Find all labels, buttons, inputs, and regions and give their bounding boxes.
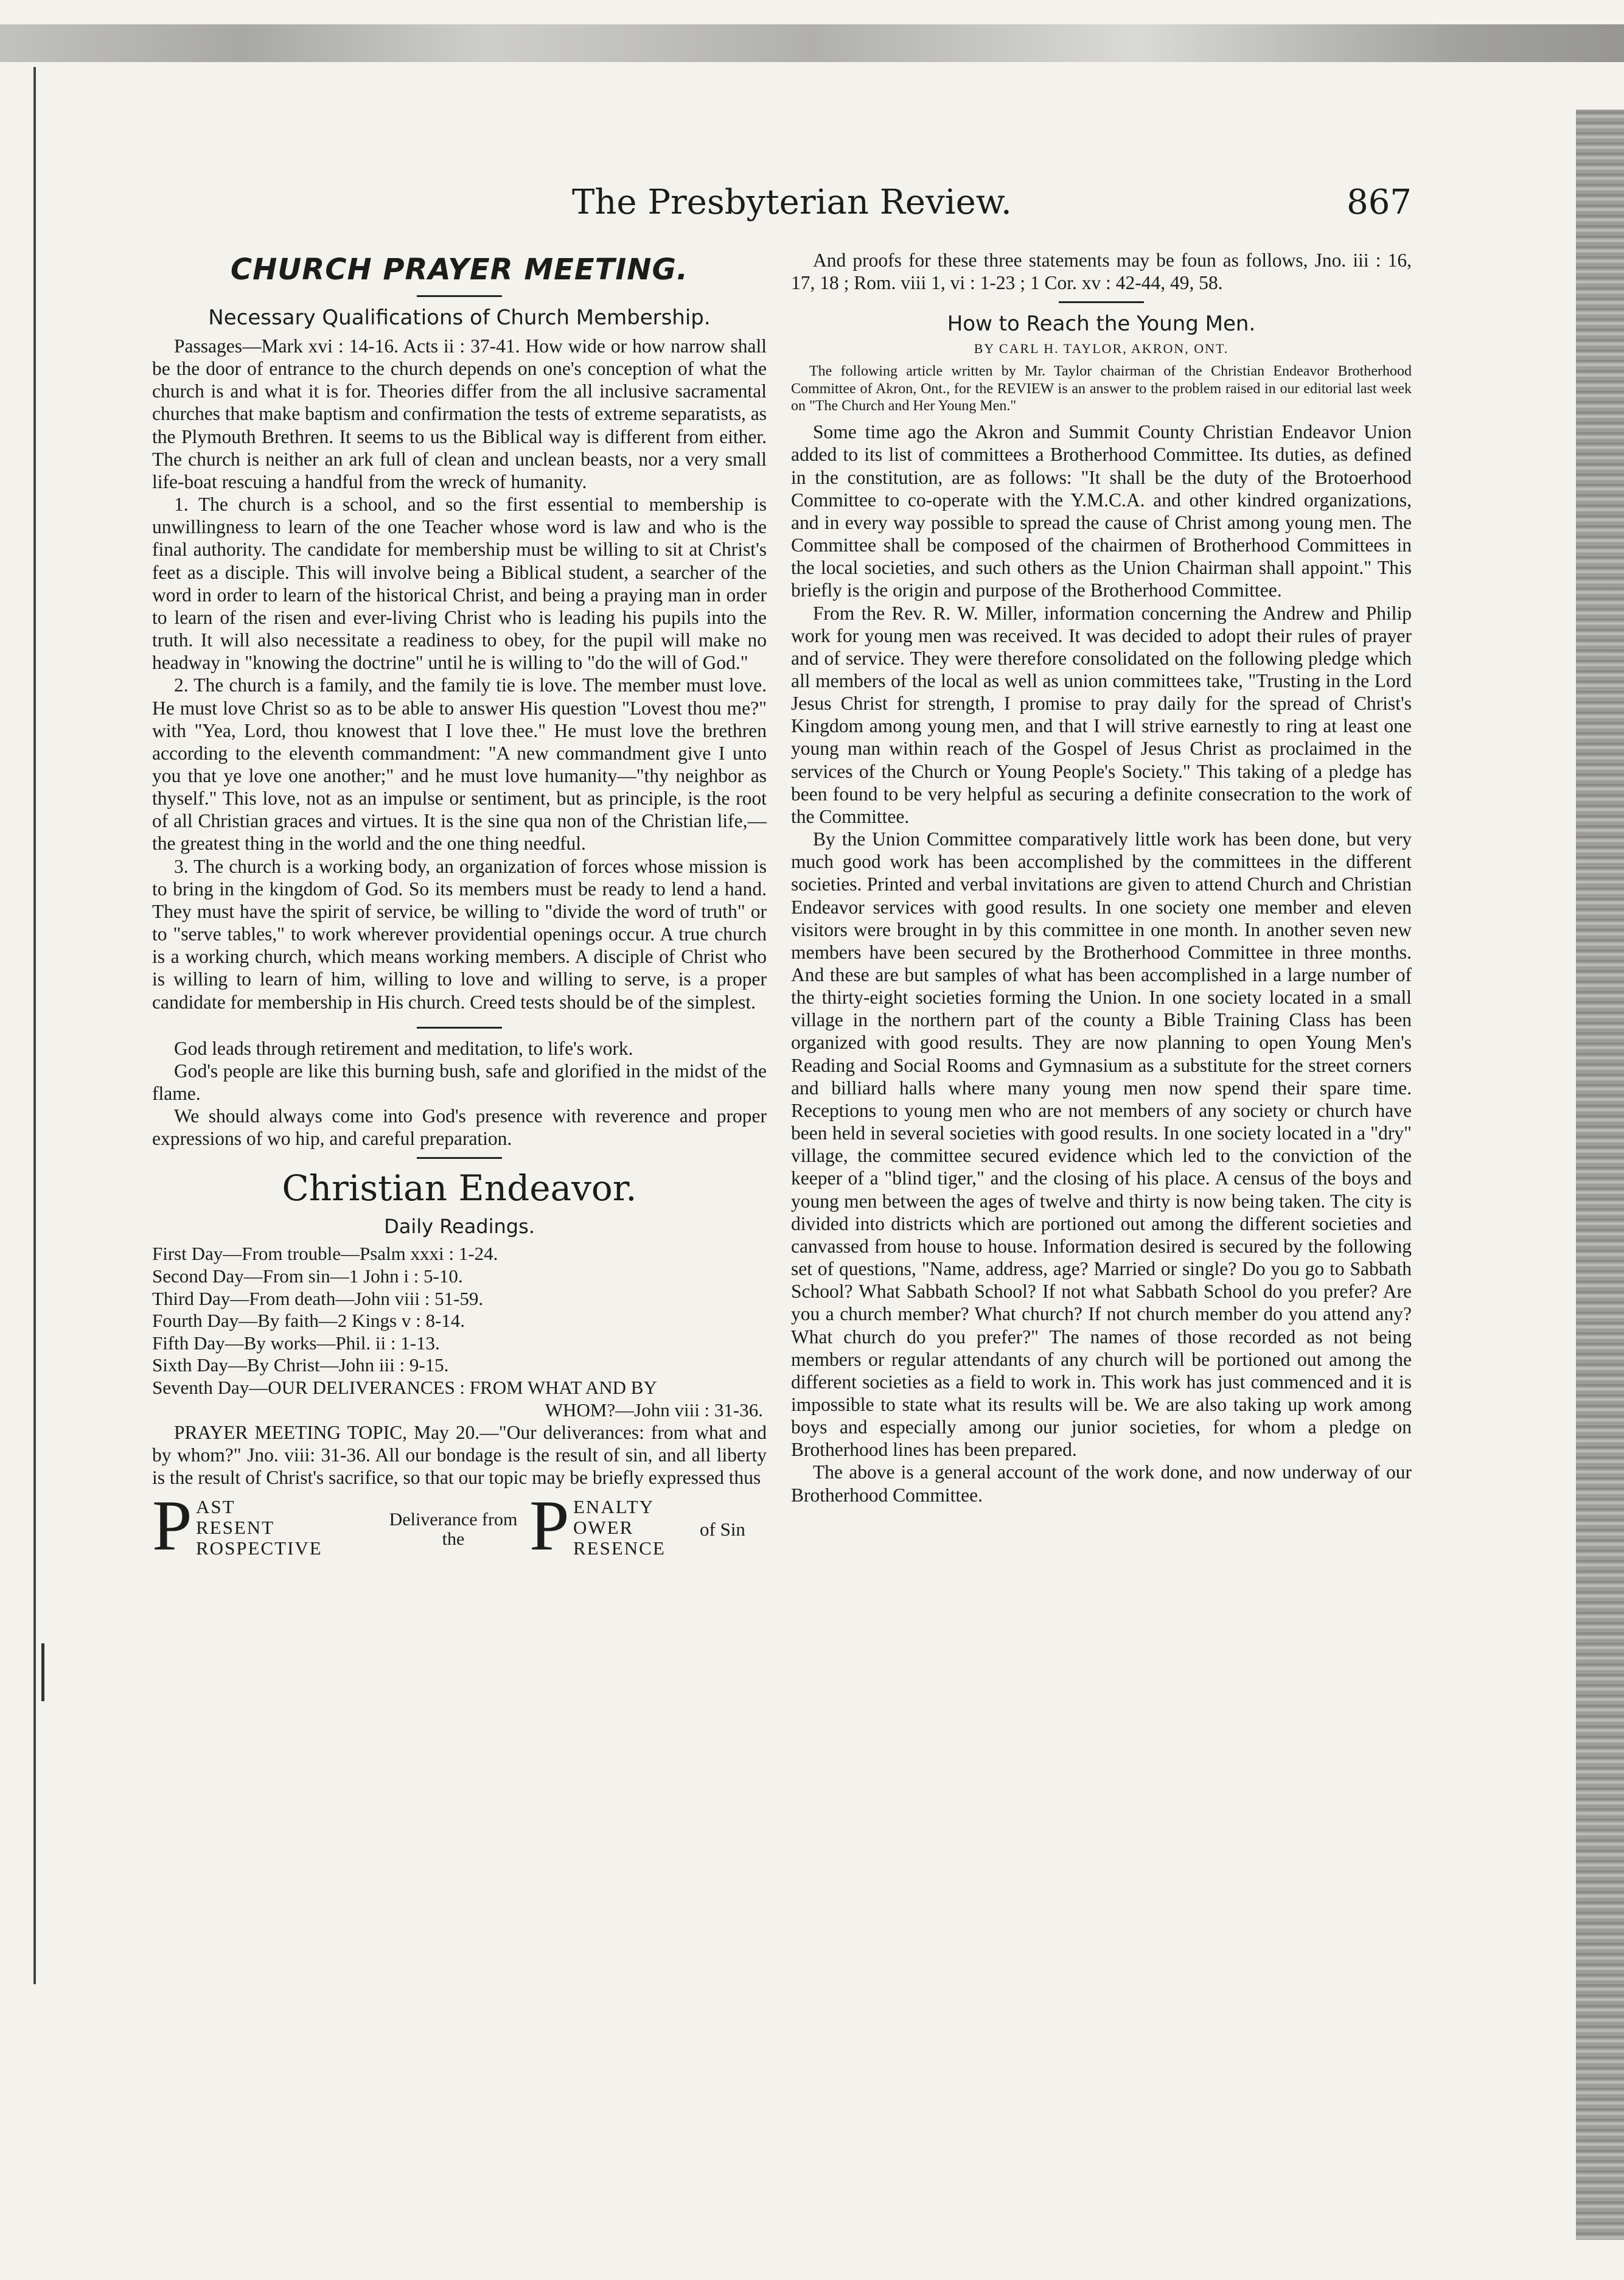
thought: We should always come into God's presence with reverence and proper expressions of wo hip, and careful preparation. xyxy=(152,1105,767,1150)
page-header xyxy=(572,183,1412,225)
acrostic-word: RESENCE xyxy=(573,1537,666,1559)
divider xyxy=(1059,301,1144,303)
acrostic-left-lines xyxy=(196,1497,322,1559)
acrostic-big-letter: P xyxy=(152,1485,192,1565)
acrostic-end: of Sin xyxy=(700,1518,745,1540)
daily-readings-title: Daily Readings. xyxy=(384,1215,535,1239)
thought: God leads through retirement and meditation, to life's work. xyxy=(174,1037,633,1059)
left-column xyxy=(152,240,767,1563)
divider xyxy=(417,1157,502,1159)
page-number: 867 xyxy=(1347,183,1412,222)
scan-top-edge xyxy=(0,24,1624,62)
acrostic-word: ENALTY xyxy=(573,1495,655,1517)
reading-line: Second Day—From sin—1 John i : 5-10. xyxy=(152,1265,463,1287)
scan-left-rule xyxy=(33,67,36,1984)
divider xyxy=(417,1027,502,1029)
article-subhead: How to Reach the Young Men. xyxy=(947,312,1256,337)
paragraph: From the Rev. R. W. Miller, information concerning the Andrew and Philip work for young men was received. It was decided to adopt their rules of prayer and of service. They were therefore consolidated on the following pledge which all members of the local as well as union committees take, "Trusting in the Lord Jesus Christ for strength, I promise to pray daily for the spread of Christ's Kingdom among young men, and that I will strive earnestly to ring at least one young man within reach of the Gospel of Jesus Christ as proclaimed in the services of the Church or Young People's Society." This taking of a pledge has been found to be very helpful as securing a definite consecration to the work of the Committee. xyxy=(791,602,1412,827)
paragraph: Passages—Mark xvi : 14-16. Acts ii : 37-41. How wide or how narrow shall be the door of entrance to the church depends on one's conception of what the church is and what it is for. Theories differ from the all inclusive sacramental churches that make baptism and confirmation the tests of extreme separatists, as the Plymouth Brethren. It seems to us the Biblical way is different from either. The church is neither an ark full of clean and unclean beasts, nor a very small life-boat rescuing a handful from the wreck of humanity. xyxy=(152,335,767,492)
paragraph: 2. The church is a family, and the family tie is love. The member must love. He must love Christ so as to be able to answer His question "Lovest thou me?" with "Yea, Lord, thou knowest that I love thee." He must love the brethren according to the eleventh commandment: "A new commandment give I unto you that ye love one another;" and he must love humanity—"thy neighbor as thyself." This love, not as an impulse or sentiment, but as principle, is the root of all Christian graces and virtues. It is the sine qua non of the Christian life,—the greatest thing in the world and the one thing needful. xyxy=(152,674,767,855)
reading-line: Seventh Day—OUR DELIVERANCES : FROM WHAT AND BY xyxy=(152,1376,657,1398)
journal-title: The Presbyterian Review. xyxy=(572,183,1012,222)
reading-line: Third Day—From death—John viii : 51-59. xyxy=(152,1287,484,1309)
christian-endeavor-title: Christian Endeavor. xyxy=(282,1167,637,1209)
paragraph: The above is a general account of the work done, and now underway of our Brotherhood Committee. xyxy=(791,1461,1412,1506)
reading-line: Fourth Day—By faith—2 Kings v : 8-14. xyxy=(152,1310,465,1332)
reading-line: First Day—From trouble—Psalm xxxi : 1-24. xyxy=(152,1243,498,1265)
paragraph: 3. The church is a working body, an organization of forces whose mission is to bring in the kingdom of God. So its members must be ready to lend a hand. They must have the spirit of service, be willing to "divide the word of truth" or to "serve tables," to work wherever providential openings occur. A true church is a working church, which means working members. A disciple of Christ who is willing to learn of him, willing to love and willing to serve, is a proper candidate for membership in His church. Creed tests should be of the simplest. xyxy=(152,855,767,1013)
byline: BY CARL H. TAYLOR, AKRON, ONT. xyxy=(974,341,1229,357)
section-title: CHURCH PRAYER MEETING. xyxy=(230,253,689,287)
thought: God's people are like this burning bush, safe and glorified in the midst of the flame. xyxy=(152,1060,767,1104)
acrostic-big-letter: P xyxy=(529,1485,570,1565)
paragraph: By the Union Committee comparatively little work has been done, but very much good work has been accomplished by the committees in the different societies. Printed and verbal invitations are given to attend Church and Christian Endeavor services with good results. In one society one member and eleven visitors were brought in by this committee in one month. In another seven new members have been secured by the Brotherhood Committee in three months. And these are but samples of what has been accomplished in a large number of the thirty-eight societies forming the Union. In one society located in a small village in the northern part of the county a Bible Training Class has been organized with good results. They are now planning to open Young Men's Reading and Social Rooms and Gymnasium as a substitute for the street corners and billiard halls where many young men now spend their spare time. Receptions to young men who are not members of any society or church have been held in several societies with good results. In one society located in a "dry" village, the committee secured evidence which led to the conviction of the keeper of a "blind tiger," and the closing of his place. A census of the boys and young men between the ages of twelve and thirty is now being taken. The city is divided into districts which are portioned out among the different societies and canvassed from house to house. Information desired is secured by the following set of questions, "Name, address, age? Married or single? Do you go to Sabbath School? What Sabbath School? If not what Sabbath School do you prefer? Are you a church member? What church? If not church member do you attend any? What church do you prefer?" The names of those recorded as not being members or regular attendants of any church will be portioned out among the different societies as a field to work in. This work has just commenced and it is impossible to state what its results will be. We are also taking up work among boys and especially among our junior societies, for whom a pledge on Brotherhood lines has been prepared. xyxy=(791,828,1412,1461)
acrostic-word: AST xyxy=(196,1495,235,1517)
acrostic-middle: Deliverance from the xyxy=(389,1509,518,1549)
acrostic-word: OWER xyxy=(573,1516,634,1538)
reading-line: Sixth Day—By Christ—John iii : 9-15. xyxy=(152,1354,449,1376)
acrostic-word: ROSPECTIVE xyxy=(196,1537,322,1559)
reading-line: Fifth Day—By works—Phil. ii : 1-13. xyxy=(152,1332,440,1354)
right-column xyxy=(791,240,1412,1506)
acrostic-right-lines xyxy=(573,1497,666,1559)
paragraph: And proofs for these three statements may be foun as follows, Jno. iii : 16, 17, 18 ; Rom. viii 1, vi : 1-23 ; 1 Cor. xv : 42-44, 49, 58. xyxy=(791,250,1412,294)
acrostic xyxy=(152,1485,767,1565)
acrostic-word: RESENT xyxy=(196,1516,275,1538)
article-subhead: Necessary Qualifications of Church Membership. xyxy=(208,306,711,330)
scan-right-edge xyxy=(1576,110,1624,2240)
divider xyxy=(417,295,502,297)
reading-line-continued: WHOM?—John viii : 31-36. xyxy=(545,1399,763,1421)
editor-note: The following article written by Mr. Taylor chairman of the Christian Endeavor Brotherhood Committee of Akron, Ont., for the REVIEW is an answer to the problem raised in our editorial last week on "The Church and Her Young Men." xyxy=(791,363,1412,414)
prayer-meeting-topic: PRAYER MEETING TOPIC, May 20.—"Our deliverances: from what and by whom?" Jno. viii: 31-36. All our bondage is the result of sin, and all liberty is the result of Christ's sacrifice, so that our topic may be briefly expressed thus xyxy=(152,1422,767,1489)
paragraph: Some time ago the Akron and Summit County Christian Endeavor Union added to its list of committees a Brotherhood Committee. Its duties, as defined in the constitution, are as follows: "It shall be the duty of the Brotoerhood Committee to co-operate with the Y.M.C.A. and other kindred organizations, and in every way possible to spread the cause of Christ among young men. The Committee shall be composed of the chairmen of Brotherhood Committees in the local societies, and such others as the Union Chairman shall appoint." This briefly is the origin and purpose of the Brotherhood Committee. xyxy=(791,421,1412,601)
scan-margin-mark xyxy=(41,1643,44,1701)
paragraph: 1. The church is a school, and so the first essential to membership is unwillingness to learn of the one Teacher whose word is law and who is the final authority. The candidate for membership must be willing to sit at Christ's feet as a disciple. This will involve being a Biblical student, a searcher of the word in order to learn of the historical Christ, and being a praying man in order to learn of the risen and ever-living Christ who is leading his pupils into the truth. It will also necessitate a readiness to obey, for the pupil will make no headway in "knowing the doctrine" until he is willing to "do the will of God." xyxy=(152,494,767,674)
